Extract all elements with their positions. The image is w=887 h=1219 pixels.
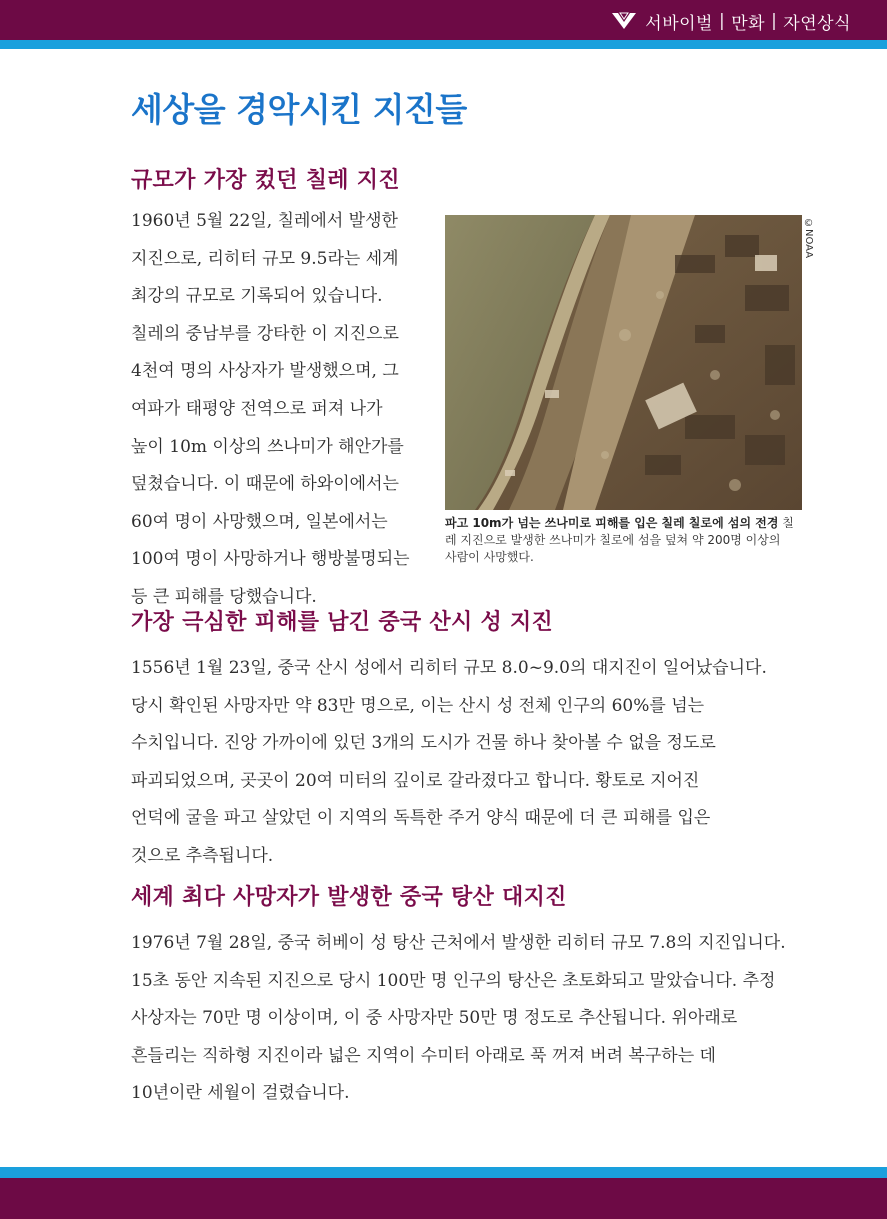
v-logo-icon [611,11,637,31]
section-body-shaanxi: 1556년 1월 23일, 중국 산시 성에서 리히터 규모 8.0~9.0의 대지진이 일어났습니다. 당시 확인된 사망자만 약 83만 명으로, 이는 산시 성 전체 인구의 60%를 넘는 수치입니다. 진앙 가까이에 있던 3개의 도시가 건물 하나 찾아볼 수 없을 정도로 파괴되었으며, 곳곳이 20여 미터의 깊이로 갈라졌다고 합니다. 황토로 지어진 언덕에 굴을 파고 살았던 이 지역의 독특한 주거 양식 때문에 더 큰 피해를 입은 것으로 추측됩니다. [131,658,767,866]
caption-title: 파고 10m가 넘는 쓰나미로 피해를 입은 칠레 칠로에 섬의 전경 [445,516,779,530]
header-stripe [0,40,887,49]
brand-separator: | [718,11,726,31]
brand-separator: | [771,11,778,31]
photo-credit: ©NOAA [803,218,814,259]
page-title: 세상을 경악시킨 지진들 [131,90,467,129]
footer-bar [0,1178,887,1219]
footer-stripe [0,1167,887,1178]
brand-name: 서바이벌 [645,13,713,34]
brand-series: 만화 [731,13,766,34]
section-body-chile: 1960년 5월 22일, 칠레에서 발생한 지진으로, 리히터 규모 9.5라는 세계 최강의 규모로 기록되어 있습니다. 칠레의 중남부를 강타한 이 지진으로 4천여 명의 사상자가 발생했으며, 그 여파가 태평양 전역으로 퍼져 나가 높이 10m 이상의 쓰나미가 해안가를 덮쳤습니다. 이 때문에 하와이에서는 60여 명이 사망했으며, 일본에서는 100여 명이 사망하거나 행방불명되는 등 큰 피해를 당했습니다. [131,211,410,607]
section-body-tangshan: 1976년 7월 28일, 중국 허베이 성 탕산 근처에서 발생한 리히터 규모 7.8의 지진입니다. 15초 동안 지속된 지진으로 당시 100만 명 인구의 탕산은 초토화되고 말았습니다. 추정 사상자는 70만 명 이상이며, 이 중 사망자만 50만 명 정도로 추산됩니다. 위아래로 흔들리는 직하형 지진이라 넓은 지역이 수미터 아래로 푹 꺼져 버려 복구하는 데 10년이란 세월이 걸렸습니다. [131,933,786,1104]
caption-text: 칠레 지진으로 발생한 쓰나미가 칠로에 섬을 덮쳐 약 200명 이상의 사람이 사망했다. [445,516,794,564]
brand-topic: 자연상식 [783,13,851,34]
section-heading-chile: 규모가 가장 컸던 칠레 지진 [131,168,400,193]
section-heading-tangshan: 세계 최다 사망자가 발생한 중국 탕산 대지진 [131,885,567,910]
photo-caption [445,515,795,566]
aerial-image [445,215,802,510]
tsunami-aerial-photo [445,215,802,510]
brand [611,9,851,33]
section-heading-shaanxi: 가장 극심한 피해를 남긴 중국 산시 성 지진 [131,610,554,635]
